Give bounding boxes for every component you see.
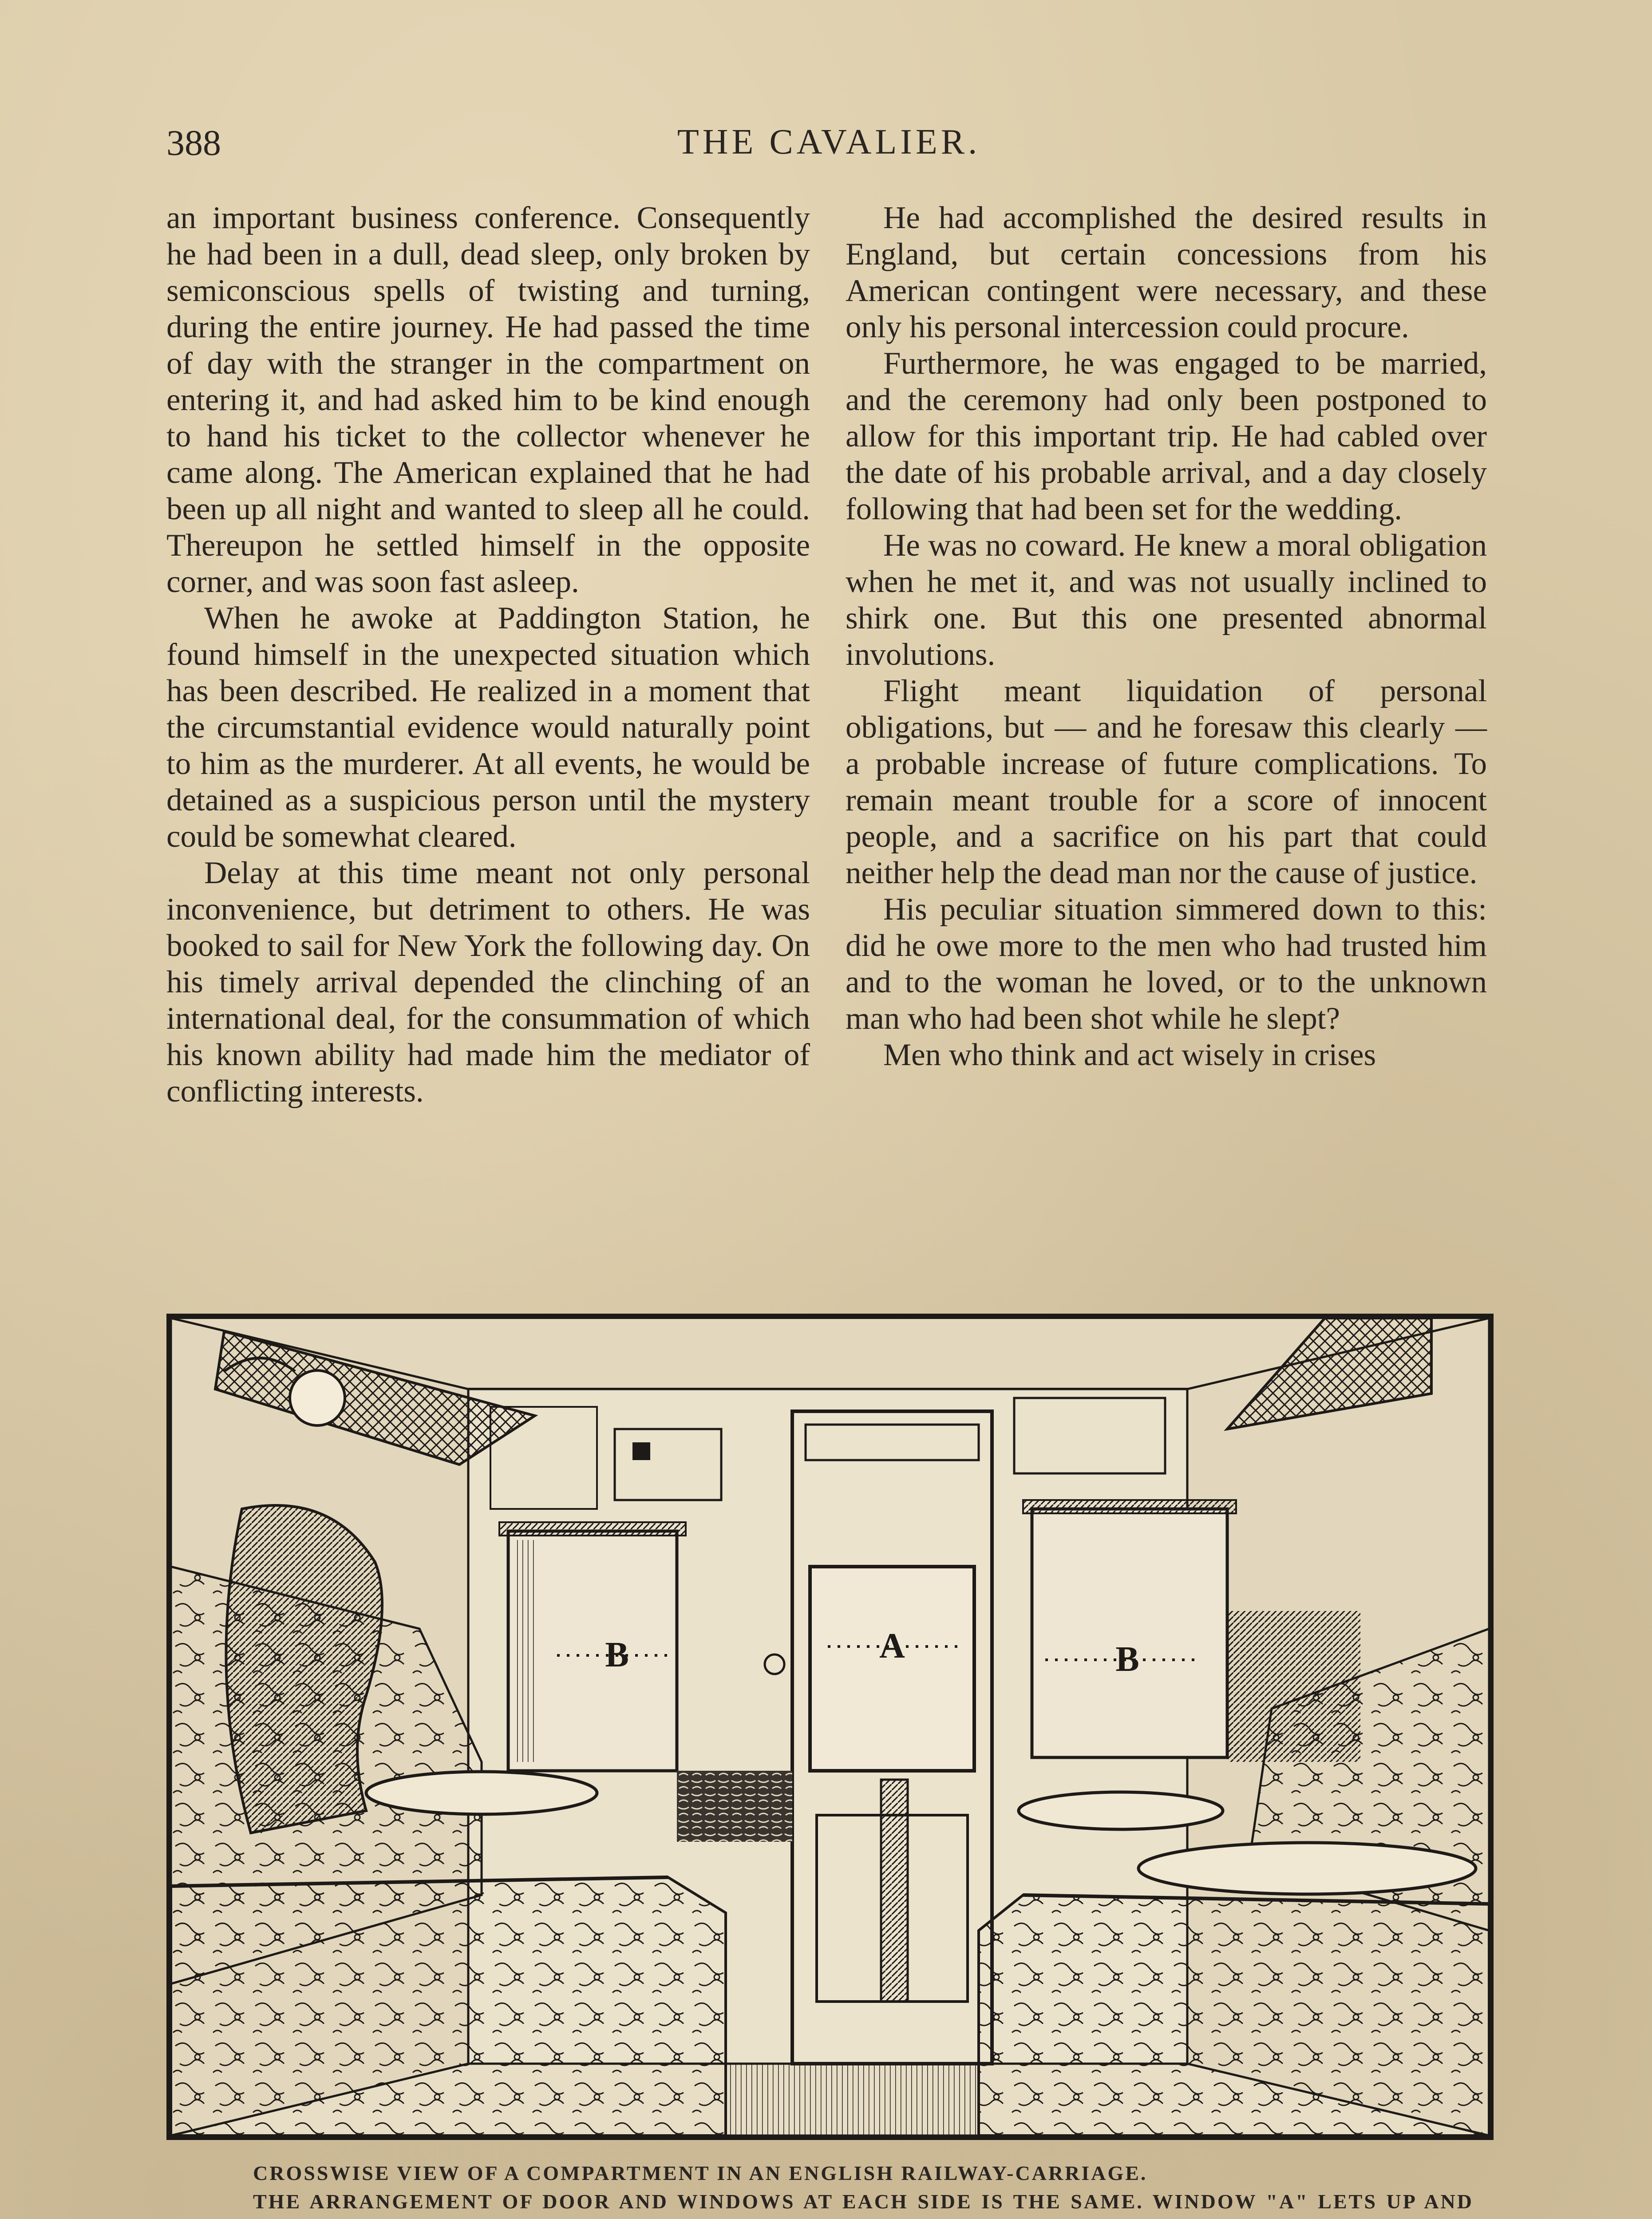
running-title: THE CAVALIER. [677,122,981,162]
paragraph: When he awoke at Paddington Station, he found himself in the unexpected situation which has been described. He realized in a moment that the circumstantial evidence would naturally point to him as the murderer. At all events, he would be detained as a suspicious person until the mystery could be somewhat cleared. [166,601,810,854]
window-b-label-right: B [1115,1640,1139,1679]
railway-compartment-illustration [166,1314,1494,2140]
page-header [166,122,1491,171]
paragraph: His peculiar situation simmered down to this: did he owe more to the men who had trusted him and to the woman he loved, or to the unknown man who had been shot while he slept? [846,892,1487,1036]
left-column [166,200,810,1110]
paragraph: He had accomplished the desired results in England, but certain concessions from his American contingent were necessary, and these only his personal intercession could procure. [846,201,1487,344]
paragraph: an important business conference. Consequently he had been in a dull, dead sleep, only broken by semiconscious spells of twisting and turning, during the entire journey. He had passed the time of day with the stranger in the compartment on entering it, and had asked him to be kind enough to hand his ticket to the collector whenever he came along. The American explained that he had been up all night and wanted to sleep all he could. Thereupon he settled himself in the opposite corner, and was soon fast asleep. [166,201,810,599]
paragraph: Men who think and act wisely in crises [883,1038,1376,1072]
figure-caption [186,2159,1474,2219]
caption-title: CROSSWISE VIEW OF A COMPARTMENT IN AN ENGLISH RAILWAY-CARRIAGE. [253,2162,1148,2184]
paragraph: Delay at this time meant not only personal inconvenience, but detriment to others. He was booked to sail for New York the following day. On his timely arrival depended the clinching of an international deal, for the consummation of which his known ability had made him the mediator of conflicting interests. [166,856,810,1109]
window-a-label: A [879,1627,905,1666]
paragraph: He was no coward. He knew a moral obligation when he met it, and was not usually inclined to shirk one. But this one presented abnormal involutions. [846,528,1487,672]
paragraph: Flight meant liquidation of personal obligations, but — and he foresaw this clearly — a probable increase of future complications. To remain meant trouble for a score of innocent people, and a sacrifice on his part that could neither help the dead man nor the cause of justice. [846,674,1487,890]
page-number: 388 [166,122,221,163]
caption-body: THE ARRANGEMENT OF DOOR AND WINDOWS AT EACH SIDE IS THE SAME. WINDOW "A" LETS UP AND [253,2190,1474,2213]
paragraph: Furthermore, he was engaged to be married, and the ceremony had only been postponed to allow for this important trip. He had cabled over the date of his probable arrival, and a day closely following that had been set for the wedding. [846,346,1487,526]
right-column [846,200,1487,1073]
window-b-label-left: B [605,1635,629,1674]
